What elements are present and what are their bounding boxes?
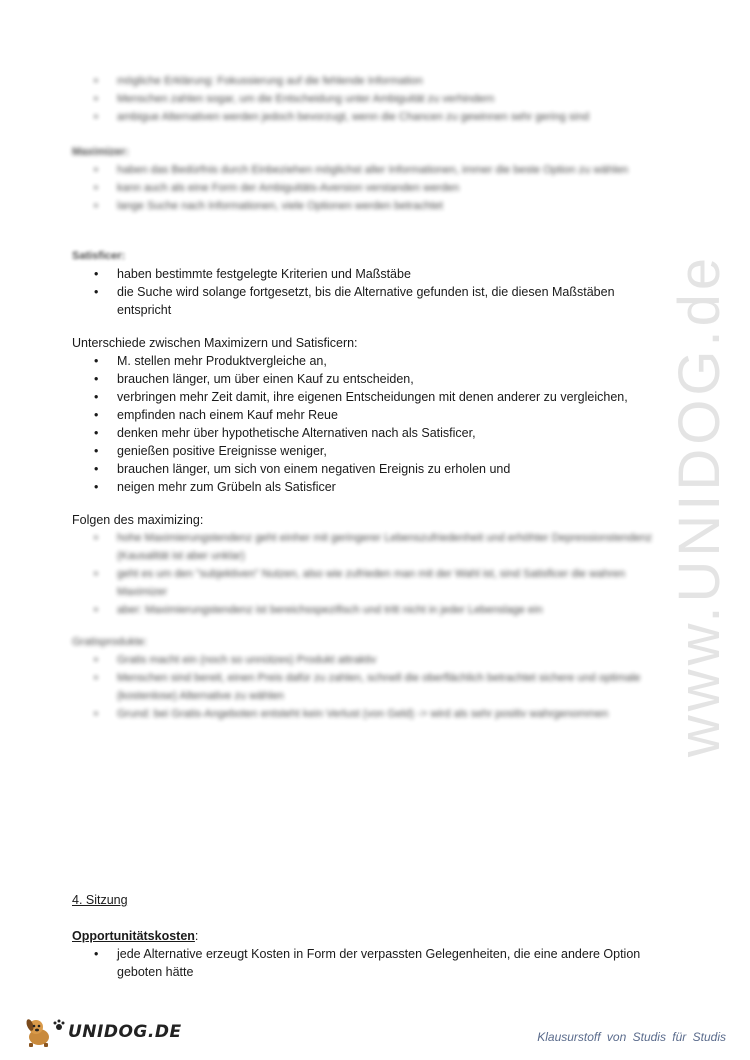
- list-item: • haben das Bedürfnis durch Einbeziehen möglichst aller Informationen, immer die beste Option zu wählen: [72, 161, 672, 179]
- dog-icon: [22, 1015, 56, 1049]
- list-item: • jede Alternative erzeugt Kosten in Form der verpassten Gelegenheiten, die eine andere Option geboten hätte: [72, 945, 672, 981]
- list-item: • hohe Maximierungstendenz geht einher mit geringerer Lebenszufriedenheit und erhöhter Depressionstendenz (Kausalität ist aber unklar): [72, 529, 672, 565]
- list-item: • kann auch als eine Form der Ambiguitäts-Aversion verstanden werden: [72, 179, 672, 197]
- unterschiede-section: [72, 334, 672, 496]
- list-item: • mögliche Erklärung: Fokussierung auf die fehlende Information: [72, 72, 672, 90]
- section-heading: Unterschiede zwischen Maximizern und Satisficern:: [72, 336, 358, 350]
- maximizer-section: [72, 143, 672, 215]
- list-item: • M. stellen mehr Produktvergleiche an,: [72, 352, 672, 370]
- section-heading: Maximizer:: [72, 146, 129, 158]
- watermark-text: www.UNIDOG.de: [667, 253, 733, 757]
- session-title: 4. Sitzung: [72, 893, 128, 907]
- list-item: • lange Suche nach Informationen, viele Optionen werden betrachtet: [72, 197, 672, 215]
- gratis-section: [72, 633, 672, 723]
- term-label: Opportunitätskosten: [72, 929, 195, 943]
- list-item: • ambigue Alternativen werden jedoch bevorzugt, wenn die Chancen zu gewinnen sehr gering sind: [72, 108, 672, 126]
- blurred-top-section: [72, 72, 672, 126]
- list-item: • geht es um den "subjektiven" Nutzen, also wie zufrieden man mit der Wahl ist, sind Satisficer die wahren Maximizer: [72, 565, 672, 601]
- list-item: • Menschen sind bereit, einen Preis dafür zu zahlen, schnell die oberflächlich betrachtet sichere und optimale (kostenlose) Alternative zu wählen: [72, 669, 672, 705]
- list-item: • die Suche wird solange fortgesetzt, bis die Alternative gefunden ist, die diesen Maßstäben entspricht: [72, 283, 672, 319]
- term-colon: :: [194, 929, 199, 943]
- folgen-section: [72, 511, 672, 619]
- section-heading: Folgen des maximizing:: [72, 513, 204, 527]
- term-line: [72, 927, 672, 945]
- logo-text: UNIDOG.DE: [68, 1022, 182, 1042]
- list-item: • Grund: bei Gratis-Angeboten entsteht kein Verlust (von Geld) -> wird als sehr positiv wahrgenommen: [72, 705, 672, 723]
- list-item: • haben bestimmte festgelegte Kriterien und Maßstäbe: [72, 265, 672, 283]
- footer-tagline: Klausurstoff von Studis für Studis: [537, 1030, 726, 1044]
- list-item: • brauchen länger, um über einen Kauf zu entscheiden,: [72, 370, 672, 388]
- section-heading: Gratisprodukte:: [72, 636, 148, 648]
- list-item: • verbringen mehr Zeit damit, ihre eigenen Entscheidungen mit denen anderer zu vergleichen,: [72, 388, 672, 406]
- satisficer-section: [72, 247, 672, 319]
- unidog-logo: [22, 1014, 182, 1050]
- list-item: • Menschen zahlen sogar, um die Entscheidung unter Ambiguität zu verhindern: [72, 90, 672, 108]
- list-item: • neigen mehr zum Grübeln als Satisficer: [72, 478, 672, 496]
- watermark: [640, 255, 750, 755]
- list-item: • genießen positive Ereignisse weniger,: [72, 442, 672, 460]
- section-heading: Satisficer:: [72, 250, 126, 262]
- list-item: • empfinden nach einem Kauf mehr Reue: [72, 406, 672, 424]
- list-item: • brauchen länger, um sich von einem negativen Ereignis zu erholen und: [72, 460, 672, 478]
- list-item: • aber: Maximierungstendenz ist bereichsspezifisch und tritt nicht in jeder Lebenslage ein: [72, 601, 672, 619]
- list-item: • denken mehr über hypothetische Alternativen nach als Satisficer,: [72, 424, 672, 442]
- list-item: • Gratis macht ein (noch so unnützes) Produkt attraktiv: [72, 651, 672, 669]
- sitzung-section: [72, 891, 672, 981]
- paw-icon: [52, 1018, 66, 1032]
